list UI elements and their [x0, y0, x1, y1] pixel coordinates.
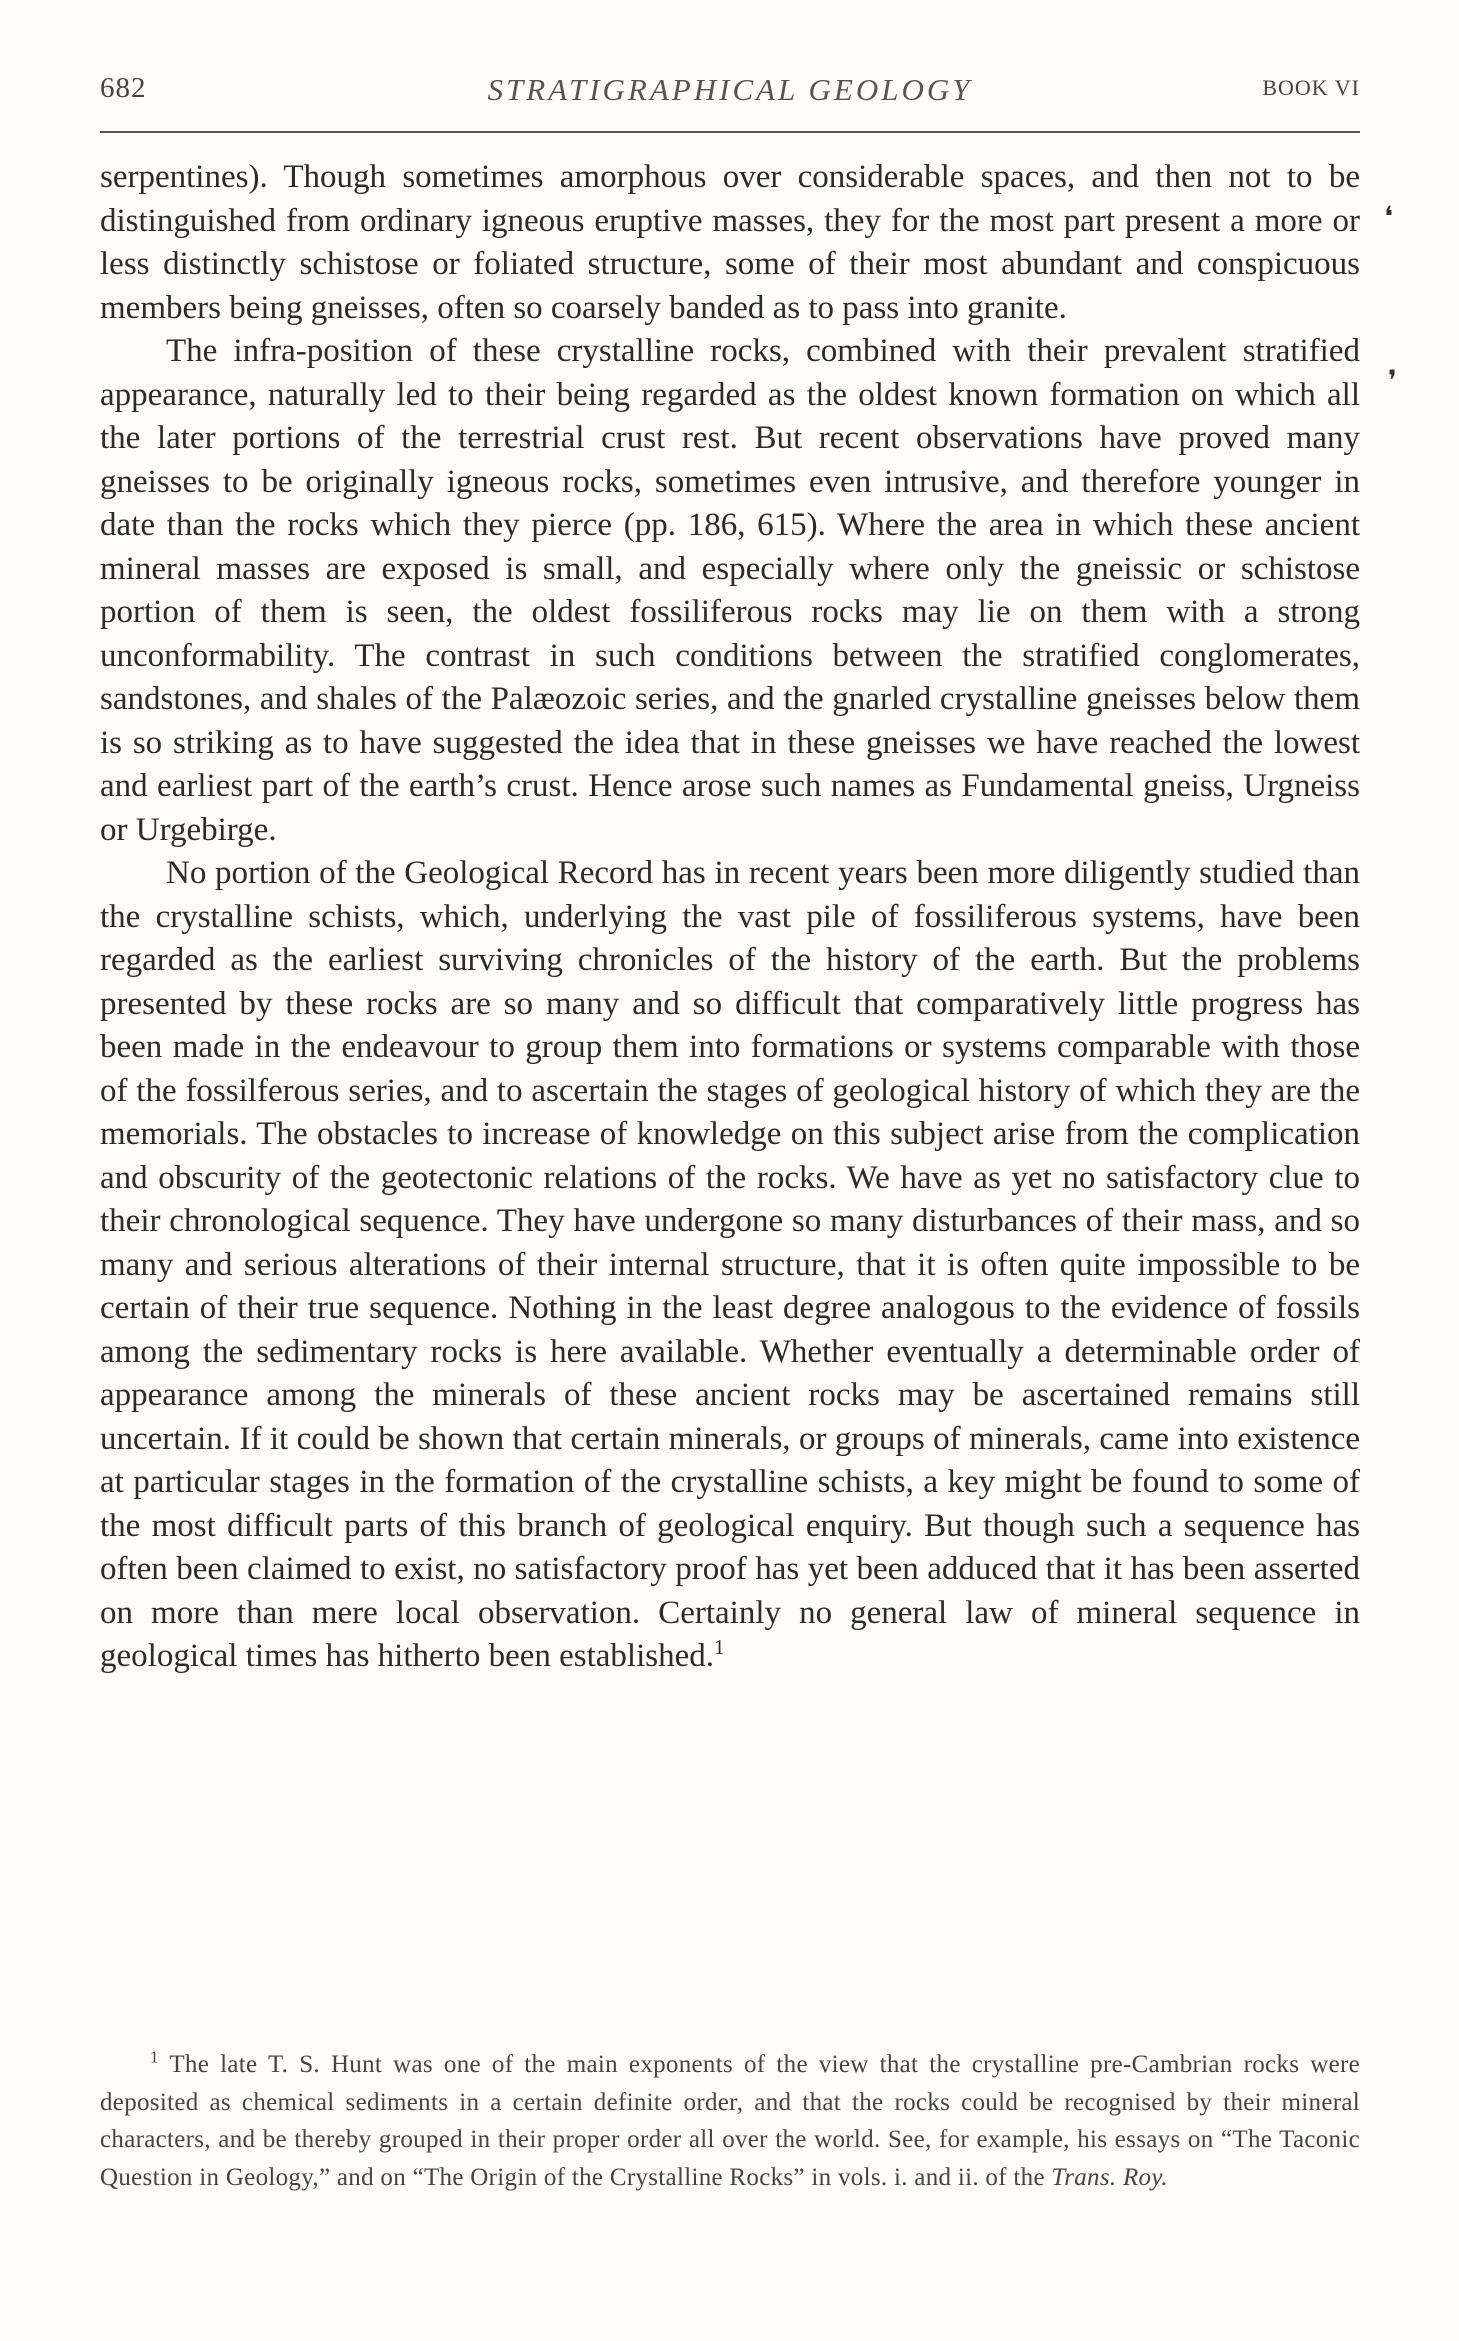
- footnote: [100, 2046, 1360, 2196]
- running-title: STRATIGRAPHICAL GEOLOGY: [487, 72, 973, 107]
- body-text: [100, 156, 1360, 1679]
- page-number: 682: [100, 72, 147, 104]
- footnote-text: The late T. S. Hunt was one of the main exponents of the view that the crystalline pre-Cambrian rocks were deposited as chemical sediments in a certain definite order, and that the rocks could be recognised by their mineral characters, and be thereby grouped in their proper order all over the world. See, for example, his essays on “The Taconic Question in Geology,” and on “The Origin of the Crystalline Rocks” in vols. i. and ii. of the: [100, 2051, 1360, 2191]
- margin-mark-2: ❜: [1388, 364, 1398, 397]
- paragraph-1: serpentines). Though sometimes amorphous over considerable spaces, and then not to be distinguished from ordinary igneous eruptive masses, they for the most part present a more or less distinctly schistose or foliated structure, some of their most abundant and conspicuous members being gneisses, often so coarsely banded as to pass into granite.: [100, 159, 1360, 326]
- paragraph-3-text: No portion of the Geological Record has in recent years been more diligently studied than the crystalline schists, which, underlying the vast pile of fossiliferous systems, have been regarded as the earliest surviving chronicles of the history of the earth. But the problems presented by these rocks are so many and so difficult that comparatively little progress has been made in the endeavour to group them into formations or systems comparable with those of the fossilferous series, and to ascertain the stages of geological history of which they are the memorials. The obstacles to increase of knowledge on this subject arise from the complication and obscurity of the geotectonic relations of the rocks. We have as yet no satisfactory clue to their chronological sequence. They have undergone so many disturbances of their mass, and so many and serious alterations of their internal structure, that it is often quite impossible to be certain of their true sequence. Nothing in the least degree analogous to the evidence of fossils among the sedimentary rocks is here available. Whether eventually a determinable order of appearance among the minerals of these ancient rocks may be ascertained remains still uncertain. If it could be shown that certain minerals, or groups of minerals, came into existence at particular stages in the formation of the crystalline schists, a key might be found to some of the most difficult parts of this branch of geological enquiry. But though such a sequence has often been claimed to exist, no satisfactory proof has yet been adduced that it has been asserted on more than mere local observation. Certainly no general law of mineral sequence in geological times has hitherto been established.: [100, 855, 1360, 1674]
- running-header: [100, 72, 1360, 116]
- footnote-italic-text: Trans. Roy.: [1051, 2163, 1168, 2191]
- footnote-reference[interactable]: 1: [714, 1635, 725, 1659]
- book-label: BOOK VI: [1262, 75, 1360, 100]
- paragraph-2: The infra-position of these crystalline rocks, combined with their prevalent stratified appearance, naturally led to their being regarded as the oldest known formation on which all the later portions of the terrestrial crust rest. But recent observations have proved many gneisses to be originally igneous rocks, sometimes even intrusive, and therefore younger in date than the rocks which they pierce (pp. 186, 615). Where the area in which these ancient mineral masses are exposed is small, and especially where only the gneissic or schistose portion of them is seen, the oldest fossiliferous rocks may lie on them with a strong unconformability. The contrast in such conditions between the stratified conglomerates, sandstones, and shales of the Palæozoic series, and the gnarled crystalline gneisses below them is so striking as to have suggested the idea that in these gneisses we have reached the lowest and earliest part of the earth’s crust. Hence arose such names as Fundamental gneiss, Urgneiss or Urgebirge.: [100, 333, 1360, 848]
- footnote-marker: 1: [150, 2047, 159, 2067]
- margin-mark-1: ❛: [1384, 200, 1394, 233]
- paragraph-3: [100, 852, 1360, 1679]
- header-rule: [100, 131, 1360, 133]
